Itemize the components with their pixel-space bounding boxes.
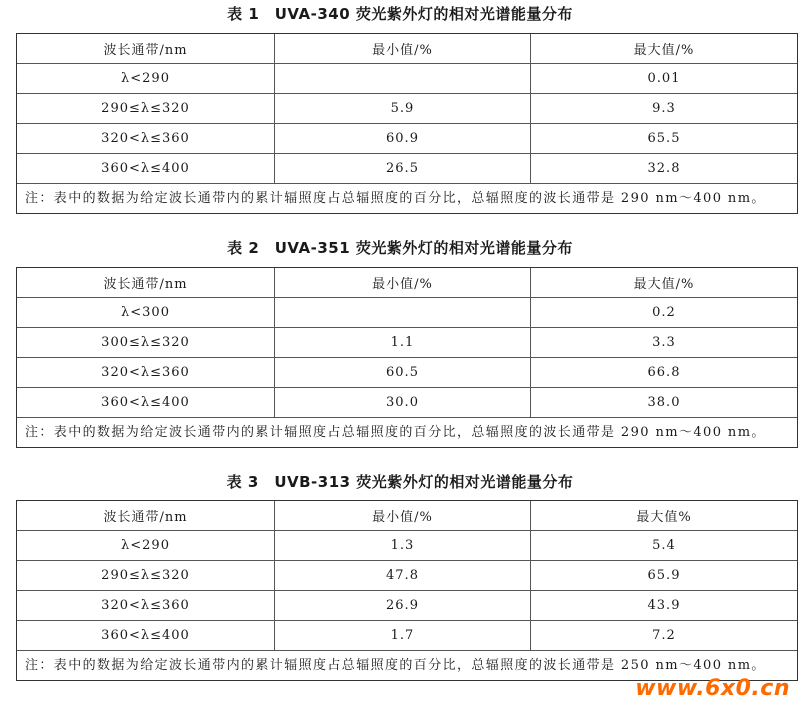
table-header-row [17, 34, 797, 64]
table-1-caption: 表 1 UVA-340 荧光紫外灯的相对光谱能量分布 [227, 5, 573, 23]
cell-wavelength: 320<λ≤360 [17, 591, 275, 620]
table-row [17, 124, 797, 154]
header-max: 最大值% [636, 510, 692, 525]
table-row [17, 531, 797, 561]
header-wavelength: 波长通带/nm [17, 501, 275, 530]
cell-max: 32.8 [647, 161, 681, 176]
cell-wavelength: 300≤λ≤320 [17, 328, 275, 357]
table-row [17, 298, 797, 328]
cell-max: 66.8 [647, 365, 681, 380]
cell-min: 1.3 [275, 531, 531, 560]
header-max: 最大值/% [633, 277, 695, 292]
table-3-caption: 表 3 UVB-313 荧光紫外灯的相对光谱能量分布 [226, 473, 574, 491]
cell-wavelength: 360<λ≤400 [17, 621, 275, 650]
table-row [17, 561, 797, 591]
table-row [17, 64, 797, 94]
table-row [17, 94, 797, 124]
table-row [17, 154, 797, 184]
cell-max: 9.3 [652, 101, 676, 116]
cell-max: 38.0 [647, 395, 681, 410]
cell-wavelength: λ<290 [17, 531, 275, 560]
cell-max: 3.3 [652, 335, 676, 350]
watermark: www.6x0.cn [635, 676, 790, 701]
table-row [17, 591, 797, 621]
cell-wavelength: λ<300 [17, 298, 275, 327]
table-header-row [17, 501, 797, 531]
cell-min: 47.8 [275, 561, 531, 590]
cell-wavelength: 290≤λ≤320 [17, 94, 275, 123]
cell-min: 30.0 [275, 388, 531, 417]
table-note: 注：表中的数据为给定波长通带内的累计辐照度占总辐照度的百分比，总辐照度的波长通带是 250 nm～400 nm。 [25, 658, 766, 673]
header-wavelength: 波长通带/nm [17, 268, 275, 297]
cell-max: 7.2 [652, 628, 676, 643]
cell-wavelength: 320<λ≤360 [17, 124, 275, 153]
table-3 [16, 500, 798, 681]
table-note: 注：表中的数据为给定波长通带内的累计辐照度占总辐照度的百分比，总辐照度的波长通带是 290 nm～400 nm。 [25, 191, 766, 206]
header-min: 最小值/% [275, 501, 531, 530]
cell-max: 43.9 [647, 598, 681, 613]
header-min: 最小值/% [275, 268, 531, 297]
cell-min: 60.5 [275, 358, 531, 387]
table-row [17, 358, 797, 388]
cell-max: 0.2 [652, 305, 676, 320]
cell-wavelength: 290≤λ≤320 [17, 561, 275, 590]
table-row [17, 621, 797, 651]
table-header-row [17, 268, 797, 298]
cell-wavelength: 320<λ≤360 [17, 358, 275, 387]
header-min: 最小值/% [275, 34, 531, 63]
cell-max: 0.01 [647, 71, 681, 86]
header-wavelength: 波长通带/nm [17, 34, 275, 63]
cell-min: 5.9 [275, 94, 531, 123]
table-note: 注：表中的数据为给定波长通带内的累计辐照度占总辐照度的百分比，总辐照度的波长通带是 290 nm～400 nm。 [25, 425, 766, 440]
cell-wavelength: 360<λ≤400 [17, 388, 275, 417]
cell-max: 5.4 [652, 538, 676, 553]
cell-wavelength: 360<λ≤400 [17, 154, 275, 183]
cell-min [275, 298, 531, 327]
cell-max: 65.5 [647, 131, 681, 146]
cell-min: 60.9 [275, 124, 531, 153]
cell-wavelength: λ<290 [17, 64, 275, 93]
cell-min: 26.9 [275, 591, 531, 620]
table-row [17, 328, 797, 358]
table-2 [16, 267, 798, 448]
cell-min: 1.1 [275, 328, 531, 357]
cell-min: 26.5 [275, 154, 531, 183]
header-max: 最大值/% [633, 43, 695, 58]
table-row [17, 388, 797, 418]
cell-max: 65.9 [647, 568, 681, 583]
table-1 [16, 33, 798, 214]
table-2-caption: 表 2 UVA-351 荧光紫外灯的相对光谱能量分布 [227, 239, 573, 257]
cell-min [275, 64, 531, 93]
cell-min: 1.7 [275, 621, 531, 650]
